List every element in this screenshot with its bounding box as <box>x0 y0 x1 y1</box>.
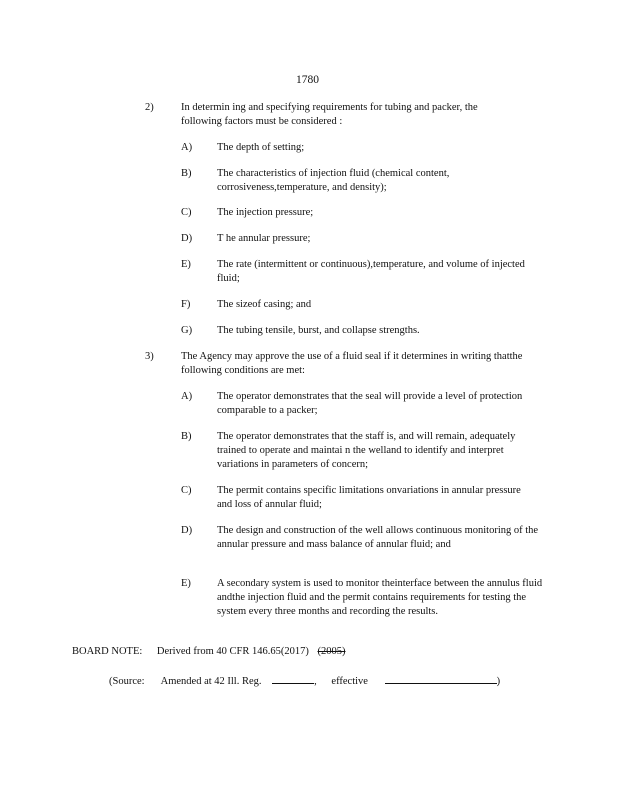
subitem-marker: A) <box>181 142 193 153</box>
register-page-blank[interactable] <box>272 672 314 684</box>
subitem-text: T he annular pressure; <box>217 233 311 244</box>
subitem-marker: D) <box>181 233 193 244</box>
subitem-marker: C) <box>181 485 192 496</box>
subitem-text: The sizeof casing; and <box>217 299 312 310</box>
item-text: The Agency may approve the use of a fluid seal if it determines in writing thatthe following conditions are met: <box>181 351 523 376</box>
subitem-marker: E) <box>181 259 191 270</box>
item-text: In determin ing and specifying requirements for tubing and packer, the following factors must be considered : <box>181 102 478 127</box>
board-note-label: BOARD NOTE: <box>72 646 143 657</box>
page-number: 1780 <box>296 74 319 86</box>
subitem-marker: E) <box>181 578 191 589</box>
subitem-marker: B) <box>181 168 192 179</box>
board-note <box>72 645 346 659</box>
subitem-marker: C) <box>181 207 192 218</box>
subitem-text: The design and construction of the well allows continuous monitoring of the annular pressure and mass balance of annular fluid; and <box>217 525 539 550</box>
source-close: ) <box>496 676 501 687</box>
item-marker: 2) <box>145 102 154 113</box>
subitem-text: A secondary system is used to monitor theinterface between the annulus fluid andthe injection fluid and the permit contains requirements for testing the system every three months and recording the results. <box>217 578 543 617</box>
subitem-marker: D) <box>181 525 193 536</box>
subitem-marker: B) <box>181 431 192 442</box>
source-comma: , <box>314 676 317 687</box>
source-open: (Source: <box>109 676 145 687</box>
subitem-marker: F) <box>181 299 191 310</box>
subitem-text: The permit contains specific limitations onvariations in annular pressure and loss of annular fluid; <box>217 485 521 510</box>
subitem-text: The injection pressure; <box>217 207 314 218</box>
subitem-text: The characteristics of injection fluid (chemical content, corrosiveness,temperature, and density); <box>217 168 450 193</box>
board-note-struck: (2005) <box>317 646 346 657</box>
subitem-marker: A) <box>181 391 193 402</box>
subitem-marker: G) <box>181 325 193 336</box>
source-effective: effective <box>331 676 368 687</box>
subitem-text: The operator demonstrates that the staff is, and will remain, adequately trained to operate and maintai n the welland to identify and interpret variations in parameters of concern; <box>217 431 516 470</box>
subitem-text: The tubing tensile, burst, and collapse strengths. <box>217 325 420 336</box>
subitem-text: The depth of setting; <box>217 142 305 153</box>
effective-date-blank[interactable] <box>385 672 497 684</box>
source-line <box>109 672 500 689</box>
subitem-text: The operator demonstrates that the seal will provide a level of protection comparable to a packer; <box>217 391 523 416</box>
board-note-text: Derived from 40 CFR 146.65(2017) <box>156 646 309 657</box>
subitem-text: The rate (intermittent or continuous),temperature, and volume of injected fluid; <box>217 259 525 284</box>
source-text: Amended at 42 Ill. Reg. <box>160 676 262 687</box>
item-marker: 3) <box>145 351 154 362</box>
